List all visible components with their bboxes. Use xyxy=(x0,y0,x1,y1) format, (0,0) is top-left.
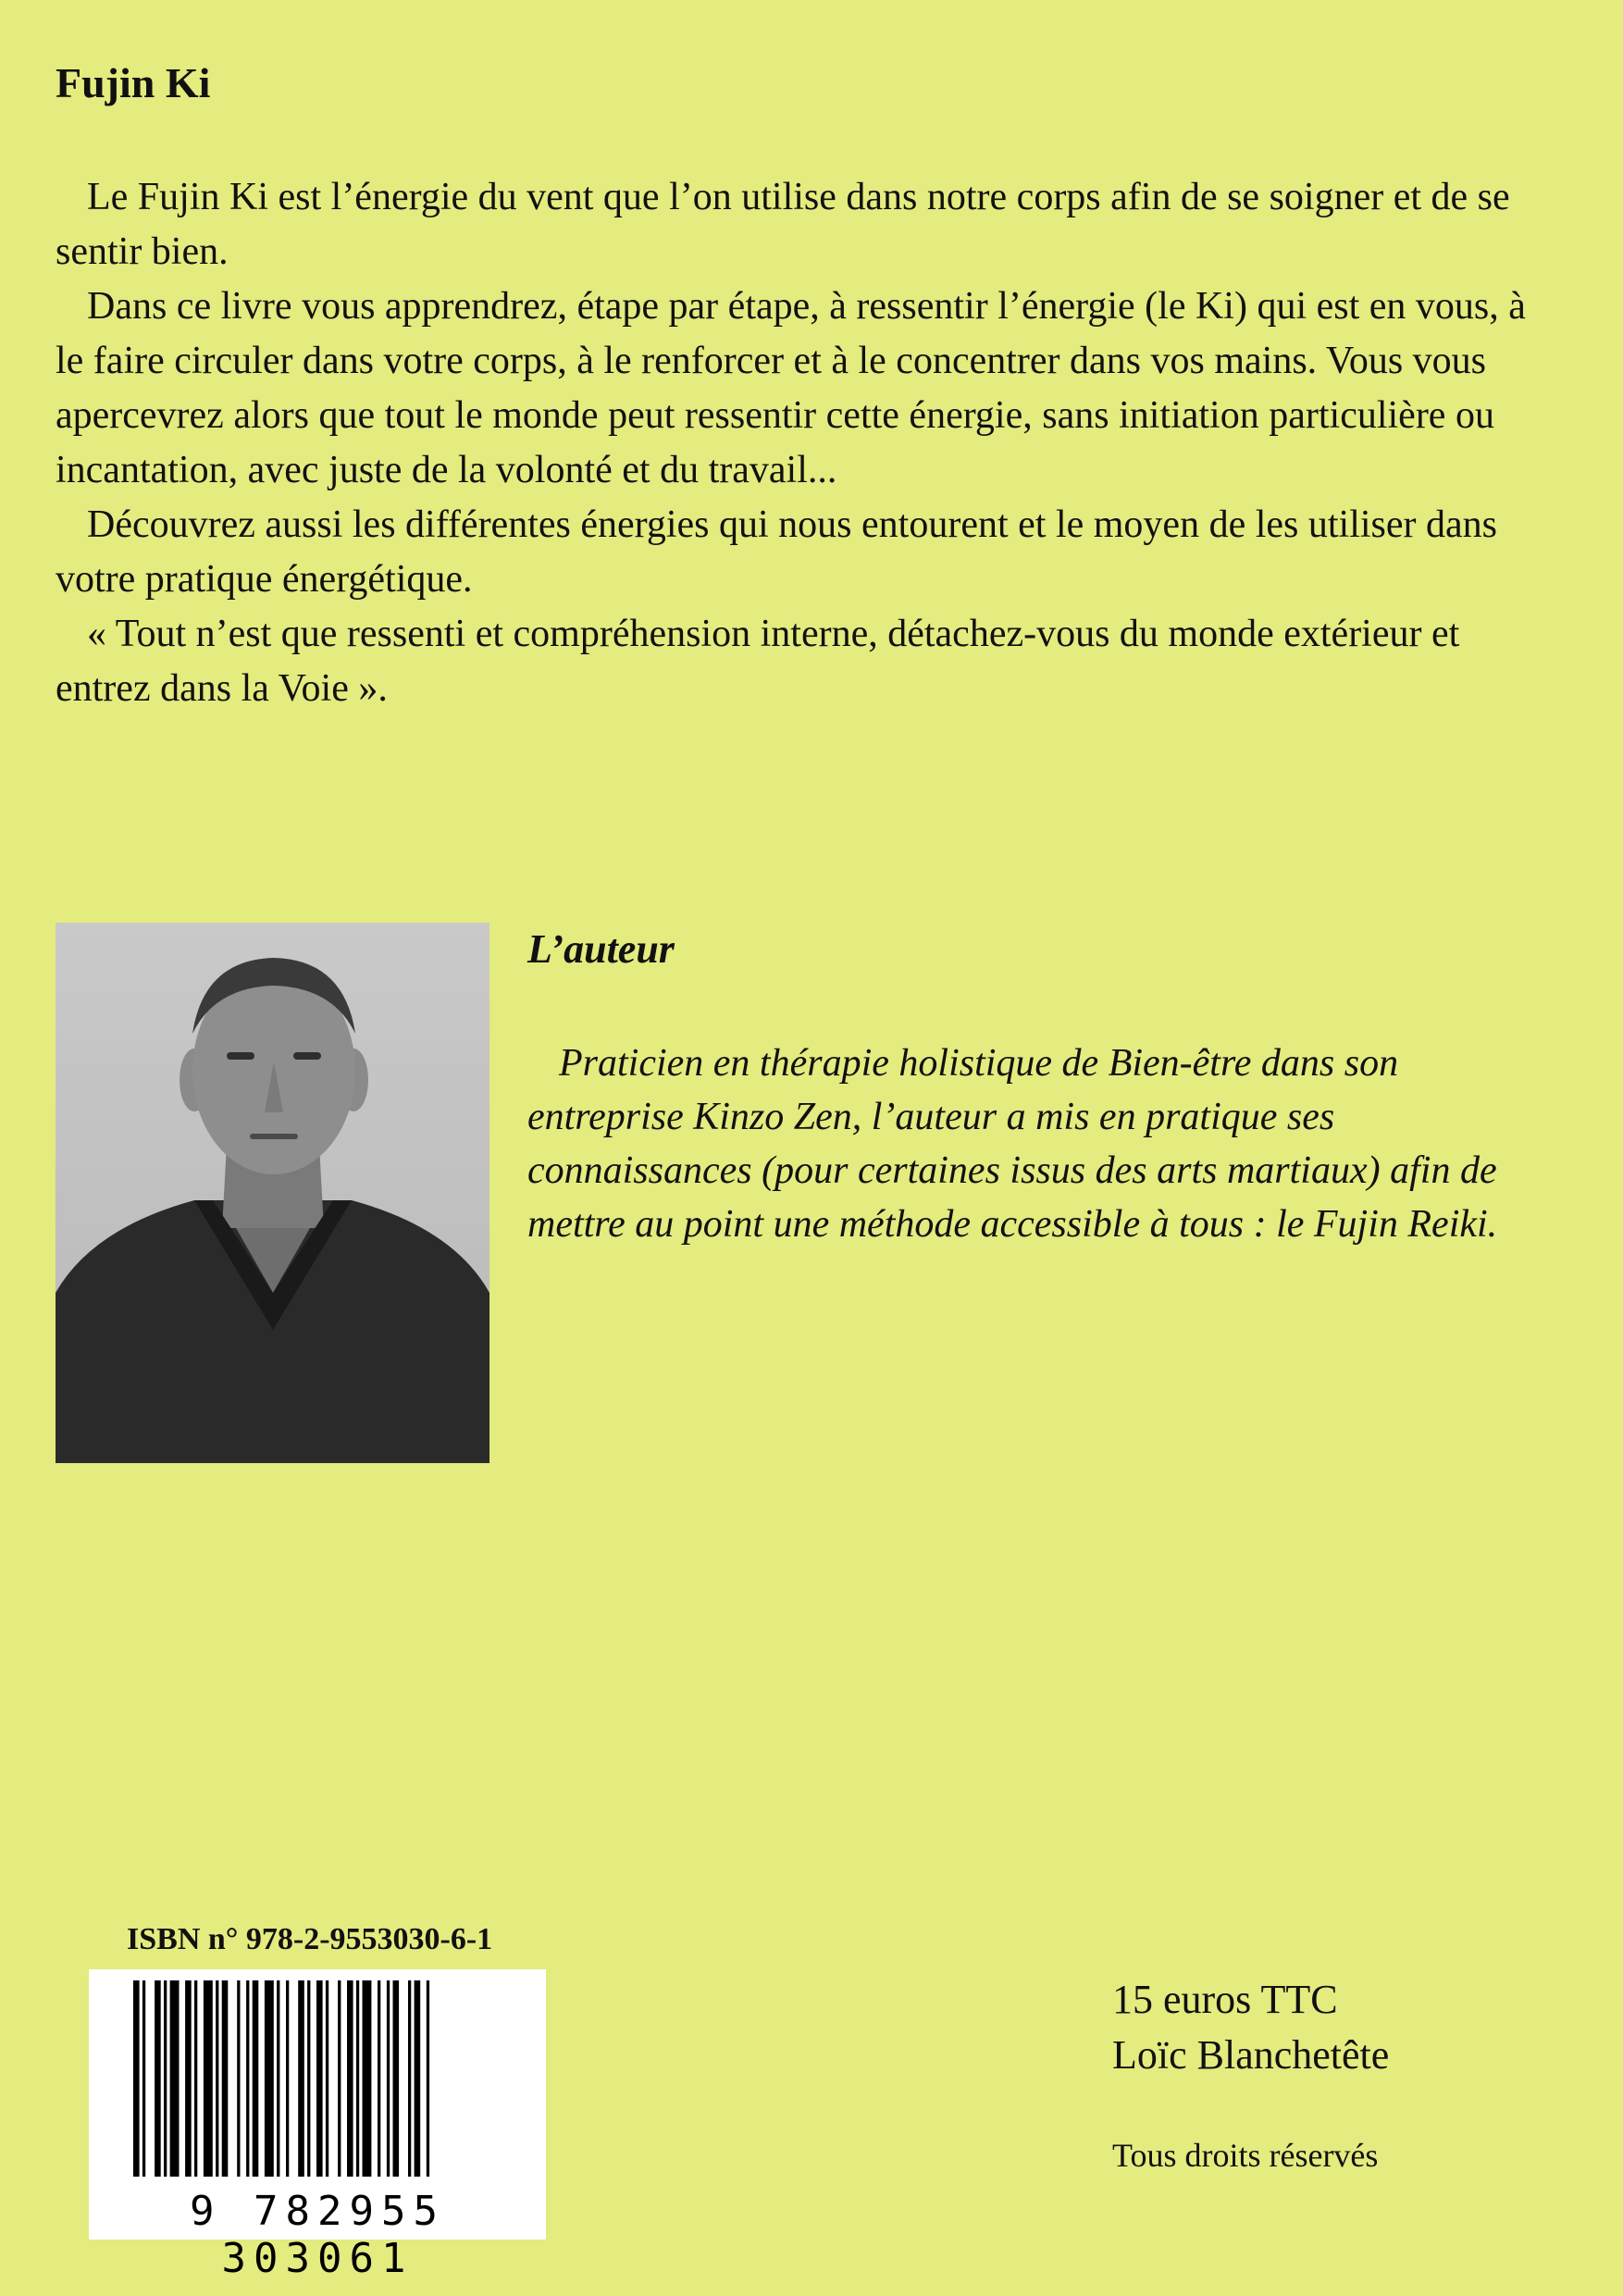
author-heading: L’auteur xyxy=(527,926,675,972)
barcode-bar xyxy=(253,1980,259,2177)
rights-notice: Tous droits réservés xyxy=(1112,2137,1379,2174)
barcode-bar xyxy=(298,1980,304,2177)
blurb-paragraph: Découvrez aussi les différentes énergies qui nous entourent et le moyen de les utiliser dans votre pratique énergétique. xyxy=(56,503,1497,601)
barcode-bar xyxy=(326,1980,328,2177)
barcode-bar xyxy=(222,1980,229,2177)
barcode-bar xyxy=(286,1980,289,2177)
barcode-bar xyxy=(170,1980,180,2177)
barcode-digits: 9 782955 303061 xyxy=(190,2188,445,2282)
barcode-bar xyxy=(155,1980,161,2177)
barcode-bar xyxy=(307,1980,310,2177)
barcode-bar xyxy=(408,1980,411,2177)
barcode-bar xyxy=(427,1980,429,2177)
barcode-bar xyxy=(204,1980,213,2177)
author-bio: Praticien en thérapie holistique de Bien-être dans son entreprise Kinzo Zen, l’auteur a mis en pratique ses connaissances (pour certaines issus des arts martiaux) afin de mettre au point une méthode accessible à tous : le Fujin Reiki. xyxy=(527,1042,1498,1246)
barcode-bar xyxy=(265,1980,274,2177)
author-photo xyxy=(56,923,489,1463)
author-name: Loïc Blanchetête xyxy=(1112,2032,1390,2078)
book-title: Fujin Ki xyxy=(56,59,211,106)
barcode-bar xyxy=(164,1980,167,2177)
price: 15 euros TTC xyxy=(1112,1977,1338,2022)
blurb-paragraph: Dans ce livre vous apprendrez, étape par étape, à ressentir l’énergie (le Ki) qui est en vous, à le faire circuler dans votre corps, à le renforcer et à le concentrer dans vos mains. Vous vous apercevrez alors que tout le monde peut ressentir cette énergie, sans initiation particulière ou incantation, avec juste de la volonté et du travail... xyxy=(56,285,1526,491)
barcode-bar xyxy=(216,1980,218,2177)
barcode-bar xyxy=(133,1980,140,2177)
barcode-bar xyxy=(142,1980,145,2177)
barcode-bar xyxy=(194,1980,197,2177)
barcode-bar xyxy=(363,1980,372,2177)
barcode-bar xyxy=(415,1980,421,2177)
barcode xyxy=(89,1969,546,2282)
blurb-paragraph: « Tout n’est que ressenti et compréhension interne, détachez-vous du monde extérieur et entrez dans la Voie ». xyxy=(56,613,1460,710)
barcode-bar xyxy=(356,1980,359,2177)
barcode-bar xyxy=(387,1980,390,2177)
barcode-bar xyxy=(338,1980,341,2177)
isbn-label: ISBN n° 978-2-9553030-6-1 xyxy=(127,1922,493,1956)
barcode-bar xyxy=(316,1980,323,2177)
author-portrait-illustration xyxy=(56,923,489,1463)
barcode-bar xyxy=(347,1980,353,2177)
barcode-bar xyxy=(277,1980,279,2177)
barcode-bar xyxy=(185,1980,192,2177)
barcode-bar xyxy=(393,1980,400,2177)
barcode-bar xyxy=(246,1980,249,2177)
barcode-bar xyxy=(378,1980,380,2177)
blurb-paragraph: Le Fujin Ki est l’énergie du vent que l’on utilise dans notre corps afin de se soigner et de se sentir bien. xyxy=(56,176,1510,273)
blurb xyxy=(56,170,1536,716)
barcode-bar xyxy=(237,1980,240,2177)
